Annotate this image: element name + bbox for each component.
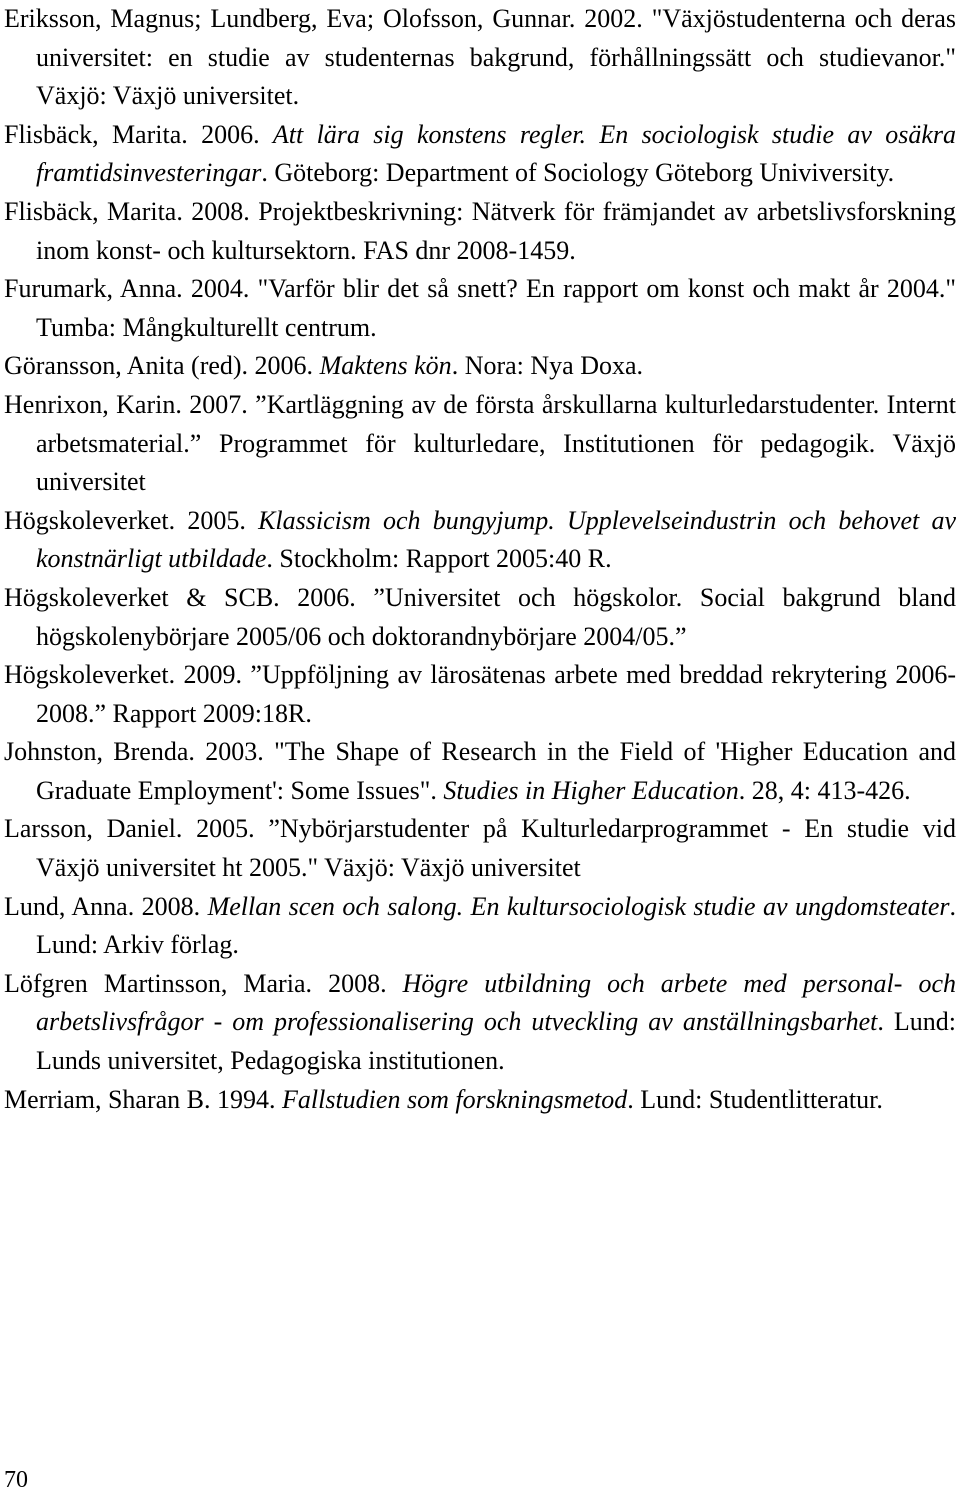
reference-text: . Nora: Nya Doxa. xyxy=(451,351,644,381)
page-number: 70 xyxy=(4,1467,28,1493)
reference-entry xyxy=(4,1081,956,1120)
reference-text: . Lund: Arkiv förlag. xyxy=(36,891,957,960)
reference-entry xyxy=(4,116,956,193)
reference-text: Lund, Anna. 2008. xyxy=(4,891,208,921)
reference-text: . Lund: Lunds universitet, Pedagogiska institutionen. xyxy=(36,1007,956,1076)
reference-entry xyxy=(4,347,956,386)
reference-text: . Stockholm: Rapport 2005:40 R. xyxy=(266,544,612,574)
reference-text: Johnston, Brenda. 2003. "The Shape of Research in the Field of 'Higher Education and Graduate Employment': Some Issues". xyxy=(4,737,956,805)
reference-text: Löfgren Martinsson, Maria. 2008. xyxy=(4,968,403,998)
reference-entry xyxy=(4,965,956,1081)
reference-text: Eriksson, Magnus; Lundberg, Eva; Olofsson, Gunnar. 2002. "Växjöstudenterna och deras universitet: en studie av studenternas bakgrund, förhållningssätt och studievanor." Växjö: Växjö universitet. xyxy=(4,4,956,111)
reference-title: Studies in Higher Education xyxy=(443,775,739,805)
reference-text: Larsson, Daniel. 2005. ”Nybörjarstudenter på Kulturledarprogrammet - En studie vid Växjö universitet ht 2005." Växjö: Växjö universitet xyxy=(4,814,956,883)
reference-entry xyxy=(4,656,956,733)
reference-text: . Göteborg: Department of Sociology Göteborg Univiversity. xyxy=(261,158,895,188)
reference-text: Högskoleverket & SCB. 2006. ”Universitet och högskolor. Social bakgrund bland högskolenybörjare 2005/06 och doktorandnybörjare 2004/05.” xyxy=(4,582,956,651)
reference-text: Göransson, Anita (red). 2006. xyxy=(4,351,320,381)
reference-entry xyxy=(4,579,956,656)
reference-entry xyxy=(4,193,956,270)
reference-entry xyxy=(4,733,956,810)
reference-entry xyxy=(4,502,956,579)
reference-entry xyxy=(4,810,956,887)
reference-title: Fallstudien som forskningsmetod xyxy=(282,1084,628,1114)
reference-title: Klassicism och bungyjump. Upplevelseindustrin och behovet av konstnärligt utbildade xyxy=(36,505,956,574)
reference-text: Merriam, Sharan B. 1994. xyxy=(4,1084,283,1114)
reference-entry xyxy=(4,888,956,965)
reference-entry xyxy=(4,0,956,116)
reference-entry xyxy=(4,386,956,502)
reference-title: Mellan scen och salong. En kultursociologisk studie av ungdomsteater xyxy=(207,891,950,921)
reference-entry xyxy=(4,270,956,347)
reference-text: Flisbäck, Marita. 2006. xyxy=(4,119,273,149)
reference-text: Högskoleverket. 2009. ”Uppföljning av lärosätenas arbete med breddad rekrytering 2006-2008.” Rapport 2009:18R. xyxy=(4,660,956,728)
reference-text: Henrixon, Karin. 2007. ”Kartläggning av de första årskullarna kulturledarstudenter. Internt arbetsmaterial.” Programmet för kulturledare, Institutionen för pedagogik. Växjö universitet xyxy=(4,389,956,497)
reference-title: Maktens kön xyxy=(319,351,452,381)
reference-text: . 28, 4: 413-426. xyxy=(738,775,911,805)
reference-title: Att lära sig konstens regler. En sociologisk studie av osäkra framtidsinvesteringar xyxy=(36,119,956,188)
reference-text: . Lund: Studentlitteratur. xyxy=(627,1084,883,1114)
reference-text: Flisbäck, Marita. 2008. Projektbeskrivning: Nätverk för främjandet av arbetslivsforskning inom konst- och kultursektorn. FAS dnr 2008-1459. xyxy=(4,196,956,265)
reference-text: Högskoleverket. 2005. xyxy=(4,505,259,535)
reference-text: Furumark, Anna. 2004. "Varför blir det så snett? En rapport om konst och makt år 2004." Tumba: Mångkulturellt centrum. xyxy=(4,274,956,342)
reference-title: Högre utbildning och arbete med personal- och arbetslivsfrågor - om professionalisering och utveckling av anställningsbarhet xyxy=(36,968,956,1037)
reference-list xyxy=(4,0,956,1119)
